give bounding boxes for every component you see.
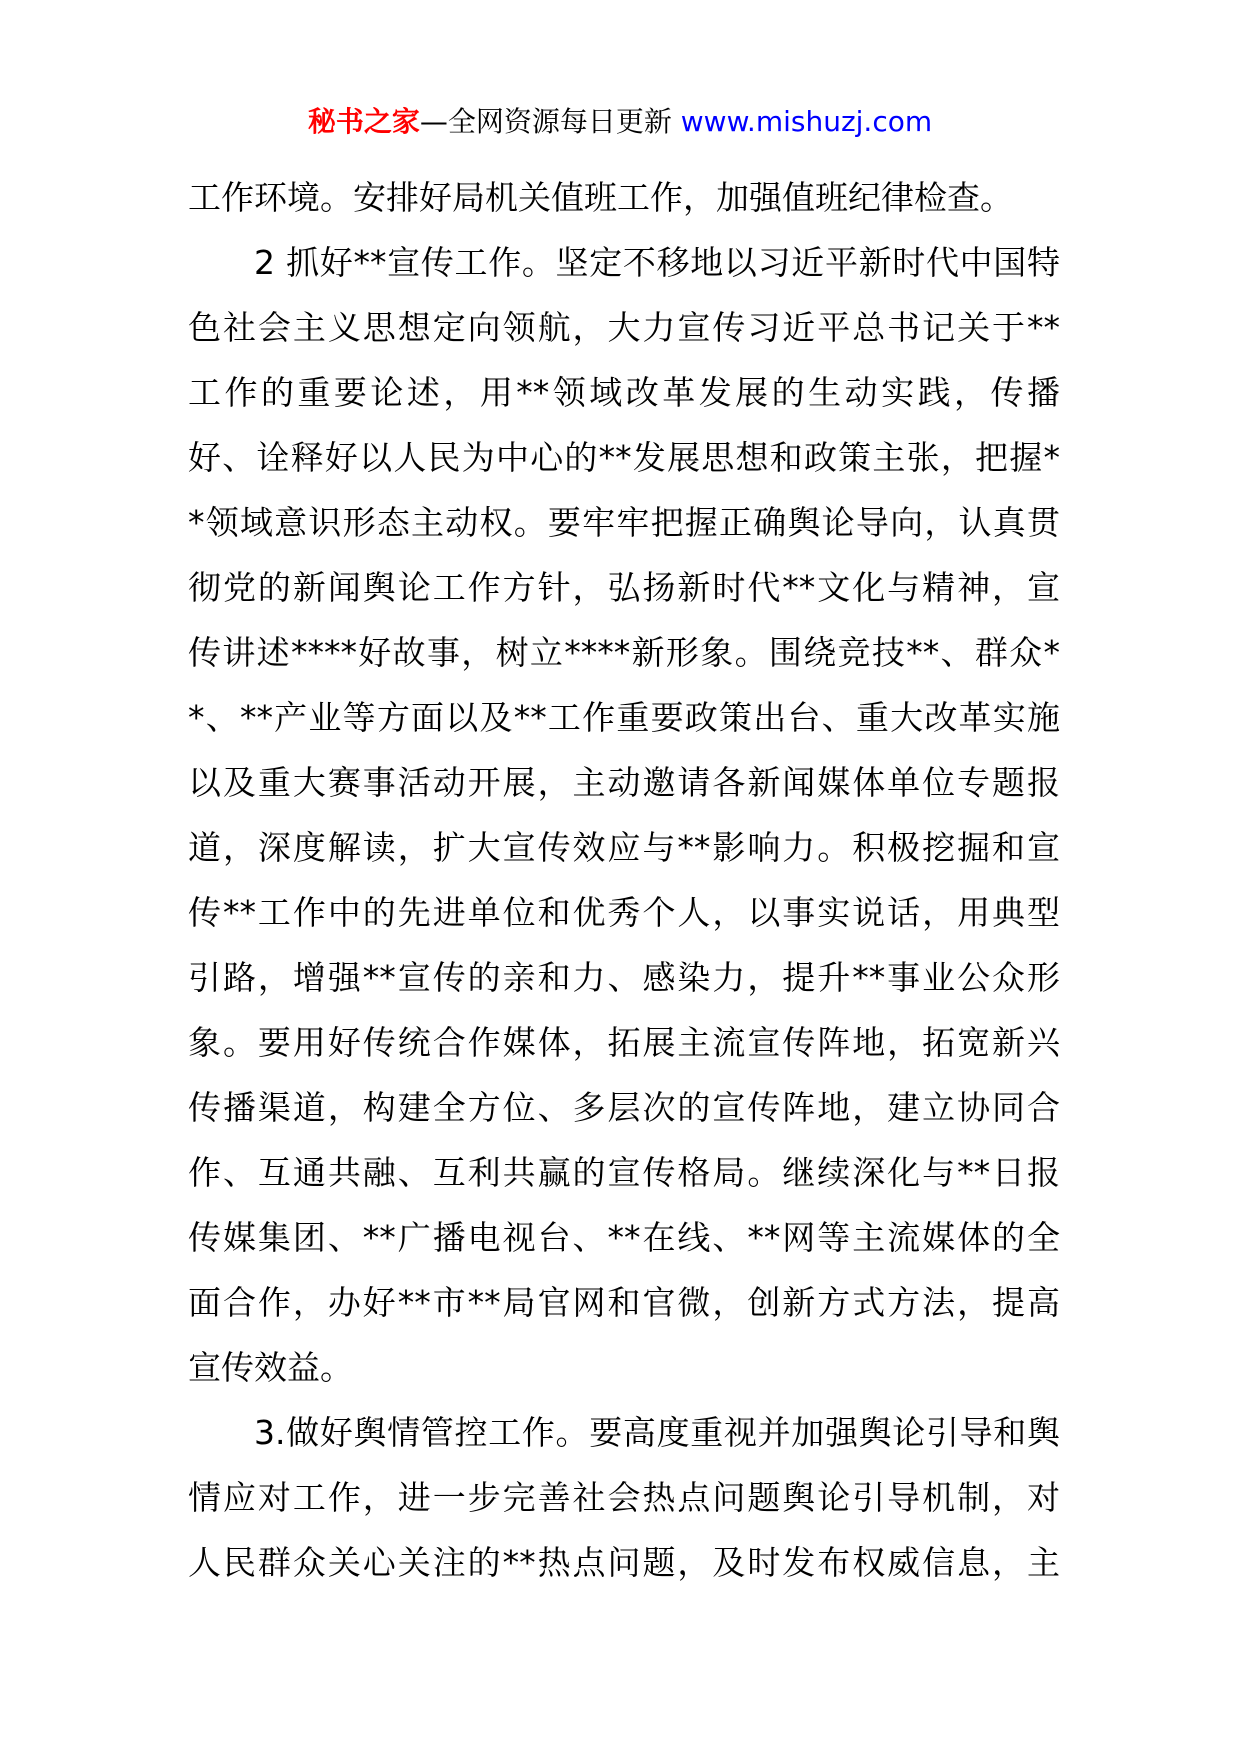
text-line: 传播渠道，构建全方位、多层次的宣传阵地，建立协同合 (188, 1088, 1060, 1127)
website-link[interactable]: www.mishuzj.com (680, 105, 933, 138)
text-line: 人民群众关心关注的**热点问题，及时发布权威信息，主 (188, 1543, 1060, 1582)
text-line: 引路，增强**宣传的亲和力、感染力，提升**事业公众形 (188, 958, 1060, 997)
section-3-first-line: 3.做好舆情管控工作。要高度重视并加强舆论引导和舆 (254, 1413, 1060, 1452)
page-header (0, 102, 1240, 142)
text-line: *领域意识形态主动权。要牢牢把握正确舆论导向，认真贯 (188, 503, 1060, 542)
text-line: 作、互通共融、互利共赢的宣传格局。继续深化与**日报 (188, 1153, 1060, 1192)
text-line: 情应对工作，进一步完善社会热点问题舆论引导机制，对 (188, 1478, 1060, 1517)
brand-name: 秘书之家 (307, 105, 420, 138)
text-line: 宣传效益。 (188, 1348, 353, 1387)
text-line: 以及重大赛事活动开展，主动邀请各新闻媒体单位专题报 (188, 763, 1060, 802)
text-line: 传**工作中的先进单位和优秀个人，以事实说话，用典型 (188, 893, 1060, 932)
text-line: 面合作，办好**市**局官网和官微，创新方式方法，提高 (188, 1283, 1060, 1322)
text-line: *、**产业等方面以及**工作重要政策出台、重大改革实施 (188, 698, 1060, 737)
text-line: 传讲述****好故事，树立****新形象。围绕竞技**、群众* (188, 633, 1060, 672)
text-line: 好、诠释好以人民为中心的**发展思想和政策主张，把握* (188, 438, 1060, 477)
text-line: 彻党的新闻舆论工作方针，弘扬新时代**文化与精神，宣 (188, 568, 1060, 607)
text-line: 工作的重要论述，用**领域改革发展的生动实践，传播 (188, 373, 1060, 412)
text-line: 工作环境。安排好局机关值班工作，加强值班纪律检查。 (188, 178, 1013, 217)
section-2-first-line: 2 抓好**宣传工作。坚定不移地以习近平新时代中国特 (254, 243, 1060, 282)
text-line: 道，深度解读，扩大宣传效应与**影响力。积极挖掘和宣 (188, 828, 1060, 867)
header-tagline: —全网资源每日更新 (419, 105, 681, 138)
text-line: 色社会主义思想定向领航，大力宣传习近平总书记关于** (188, 308, 1060, 347)
text-line: 传媒集团、**广播电视台、**在线、**网等主流媒体的全 (188, 1218, 1060, 1257)
document-body (188, 165, 1060, 1595)
text-line: 象。要用好传统合作媒体，拓展主流宣传阵地，拓宽新兴 (188, 1023, 1060, 1062)
